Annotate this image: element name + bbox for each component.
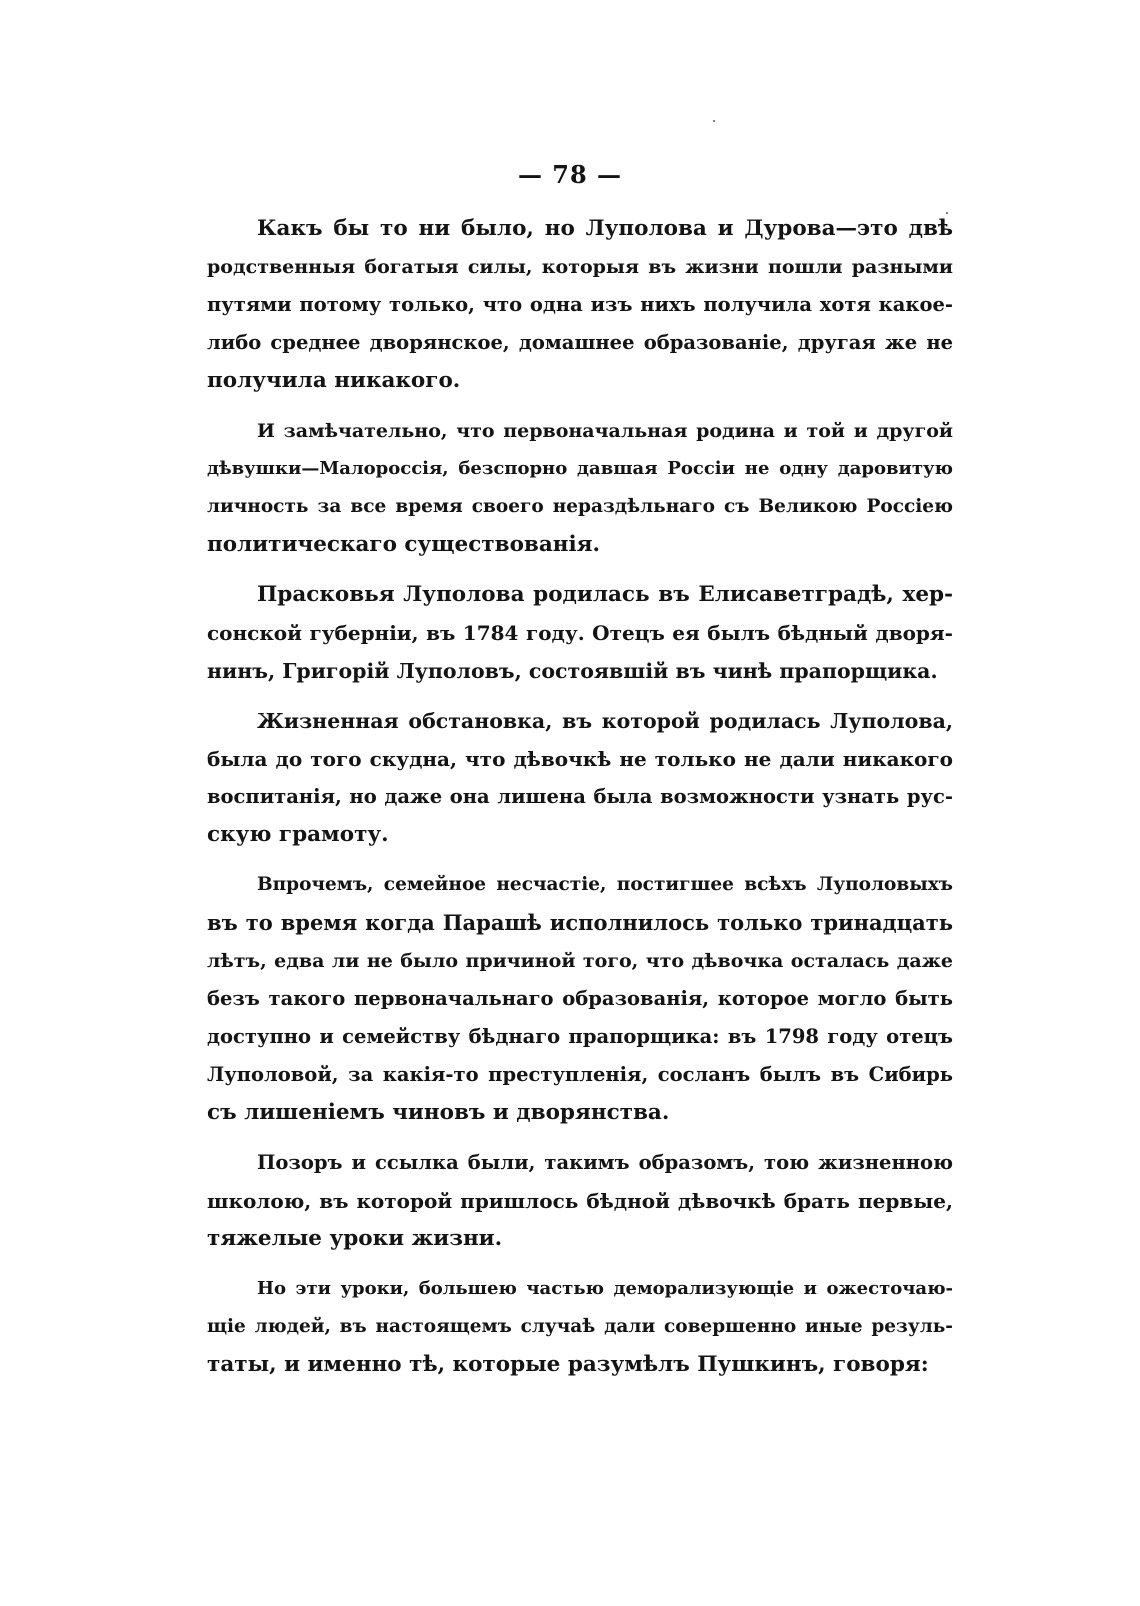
text-line: была до того скудна, что дѣвочкѣ не только не дали никакого bbox=[207, 747, 953, 771]
paragraph bbox=[207, 412, 953, 564]
text-line: скую грамоту. bbox=[207, 822, 389, 847]
text-line: нинъ, Григорій Луполовъ, состоявшій въ чинѣ прапорщика. bbox=[207, 659, 938, 683]
text-line: воспитанія, но даже она лишена была возможности узнать рус- bbox=[207, 785, 953, 808]
text-line: безъ такого первоначальнаго образованія, которое могло быть bbox=[207, 987, 953, 1010]
text-line: Но эти уроки, большею частью деморализующіе и ожесточаю- bbox=[257, 1278, 953, 1299]
text-line: щіе людей, въ настоящемъ случаѣ дали совершенно иные резуль- bbox=[207, 1316, 953, 1337]
text-line: доступно и семейству бѣднаго прапорщика: въ 1798 году отецъ bbox=[207, 1025, 953, 1048]
text-line: Какъ бы то ни было, но Луполова и Дурова—это двѣ bbox=[257, 216, 953, 241]
paragraph bbox=[207, 210, 953, 400]
text-line: въ то время когда Парашѣ исполнилось только тринадцать bbox=[207, 910, 953, 935]
print-speck bbox=[713, 120, 715, 122]
paragraph bbox=[207, 576, 953, 690]
text-line: получила никакого. bbox=[207, 368, 461, 393]
text-line: И замѣчательно, что первоначальная родина и той и другой bbox=[257, 420, 953, 442]
text-line: личность за все время своего нераздѣльнаго съ Великою Россіею bbox=[207, 496, 953, 517]
text-line: сонской губерніи, въ 1784 году. Отецъ ея былъ бѣдный дворя- bbox=[207, 621, 953, 645]
paragraph bbox=[207, 866, 953, 1132]
text-line: таты, и именно тѣ, которые разумѣлъ Пушкинъ, говоря: bbox=[207, 1352, 929, 1377]
paragraph bbox=[207, 702, 953, 854]
paragraph bbox=[207, 1270, 953, 1384]
text-line: съ лишеніемъ чиновъ и дворянства. bbox=[207, 1100, 670, 1125]
text-line: лѣтъ, едва ли не было причиной того, что дѣвочка осталась даже bbox=[207, 950, 953, 972]
text-line: тяжелые уроки жизни. bbox=[207, 1226, 503, 1251]
text-line: школою, въ которой пришлось бѣдной дѣвочкѣ брать первые, bbox=[207, 1189, 953, 1213]
text-line: политическаго существованія. bbox=[207, 532, 601, 557]
body-text bbox=[207, 210, 953, 1396]
text-line: Позоръ и ссылка были, такимъ образомъ, тою жизненною bbox=[257, 1151, 953, 1174]
text-line: родственныя богатыя силы, которыя въ жизни пошли разными bbox=[207, 256, 953, 278]
text-line: дѣвушки—Малороссія, безспорно давшая Россіи не одну даровитую bbox=[207, 458, 953, 479]
text-line: Жизненная обстановка, въ которой родилась Луполова, bbox=[257, 709, 953, 733]
paragraph bbox=[207, 1144, 953, 1258]
text-line: Луполовой, за какія-то преступленія, сосланъ былъ въ Сибирь bbox=[207, 1063, 953, 1086]
text-line: Прасковья Луполова родилась въ Елисаветградѣ, хер- bbox=[257, 582, 953, 607]
page-number: — 78 — bbox=[517, 160, 623, 189]
text-line: либо среднее дворянское, домашнее образованіе, другая же не bbox=[207, 331, 953, 354]
text-line: Впрочемъ, семейное несчастіе, постигшее всѣхъ Луполовыхъ bbox=[257, 874, 953, 895]
text-line: путями потому только, что одна изъ нихъ получила хотя какое- bbox=[207, 293, 953, 316]
